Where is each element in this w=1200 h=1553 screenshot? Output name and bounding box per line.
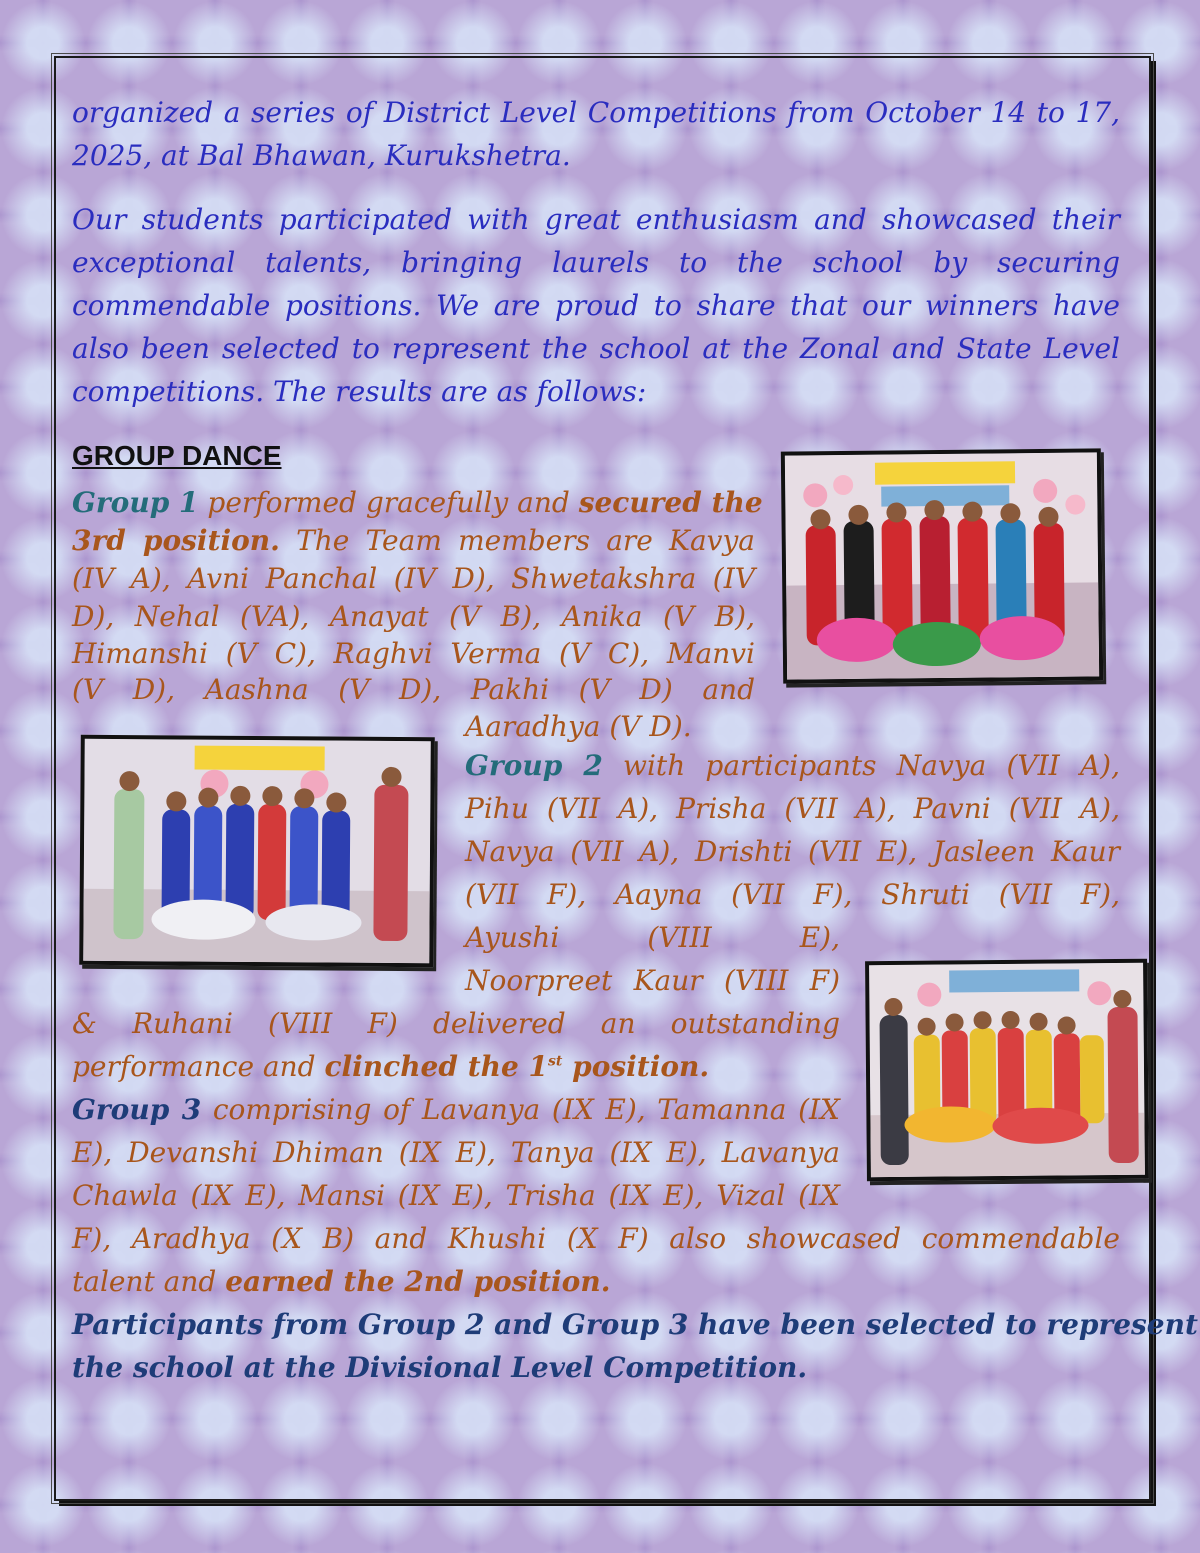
group2-photo xyxy=(79,735,435,967)
group3-text: comprising of Lavanya (IX E), Tamanna (IX xyxy=(201,1093,840,1126)
para2-line-5: competitions. The results are as follows: xyxy=(72,375,647,408)
group2-line-2: Pihu (VII A), Prisha (VII A), Pavni (VII A), xyxy=(465,792,1120,825)
group1-result-a: secured the xyxy=(578,486,763,519)
group3-text: talent and xyxy=(72,1265,226,1298)
group2-line-3: Navya (VII A), Drishti (VII E), Jasleen Kaur xyxy=(465,835,1120,868)
group2-text: performance and xyxy=(72,1050,325,1083)
para2-line-3: commendable positions. We are proud to share that our winners have xyxy=(72,289,1120,322)
para2-line-4: also been selected to represent the school at the Zonal and State Level xyxy=(72,332,1120,365)
group1-line-5: Himanshi (V C), Raghvi Verma (V C), Manvi xyxy=(72,637,755,670)
group2-text: with participants Navya (VII A), xyxy=(602,749,1120,782)
group3-label: Group 3 xyxy=(72,1093,202,1126)
group1-line-7: Aaradhya (V D). xyxy=(465,710,692,743)
group1-photo-image xyxy=(785,452,1099,679)
group1-text: The Team members are Kavya xyxy=(279,524,755,557)
group1-result-b: 3rd position. xyxy=(72,524,280,557)
group1-photo xyxy=(781,448,1103,683)
closing-line-1: Participants from Group 2 and Group 3 have been selected to represent xyxy=(72,1308,1198,1341)
group2-line-6: Noorpreet Kaur (VIII F) xyxy=(465,964,840,997)
group2-line-4: (VII F), Aayna (VII F), Shruti (VII F), xyxy=(465,878,1120,911)
group1-label: Group 1 xyxy=(72,486,199,519)
group3-result: earned the 2nd position. xyxy=(225,1265,611,1298)
intro-line-2: 2025, at Bal Bhawan, Kurukshetra. xyxy=(72,139,571,172)
group2-photo-image xyxy=(83,739,431,963)
intro-line-1: organized a series of District Level Competitions from October 14 to 17, xyxy=(72,96,1120,129)
group1-line-3: (IV A), Avni Panchal (IV D), Shwetakshra (IV xyxy=(72,562,755,595)
group2-line-7: & Ruhani (VIII F) delivered an outstanding xyxy=(72,1007,840,1040)
group3-line-4: F), Aradhya (X B) and Khushi (X F) also showcased commendable xyxy=(72,1222,1120,1255)
group3-photo-image xyxy=(869,963,1145,1177)
group2-result-sup: st xyxy=(548,1053,563,1070)
group1-line-6: (V D), Aashna (V D), Pakhi (V D) and xyxy=(72,673,755,706)
group2-result xyxy=(324,1050,709,1083)
para2-line-1: Our students participated with great enthusiasm and showcased their xyxy=(72,203,1120,236)
group2-result-b: position. xyxy=(562,1050,710,1083)
group2-line-8 xyxy=(72,1050,709,1083)
group1-line-4: D), Nehal (VA), Anayat (V B), Anika (V B), xyxy=(72,600,755,633)
group1-text: performed gracefully and xyxy=(198,486,579,519)
group3-line-3: Chawla (IX E), Mansi (IX E), Trisha (IX E), Vizal (IX xyxy=(72,1179,840,1212)
group3-line-2: E), Devanshi Dhiman (IX E), Tanya (IX E), Lavanya xyxy=(72,1136,840,1169)
group2-result-a: clinched the 1 xyxy=(324,1050,549,1083)
para2-line-2: exceptional talents, bringing laurels to the school by securing xyxy=(72,246,1120,279)
group3-line-5 xyxy=(72,1265,610,1298)
group2-line-5: Ayushi (VIII E), xyxy=(465,921,840,954)
group3-line-1 xyxy=(72,1093,840,1126)
closing-line-2: the school at the Divisional Level Competition. xyxy=(72,1351,808,1384)
group1-line-1 xyxy=(72,486,763,519)
group3-photo xyxy=(865,959,1149,1181)
section-heading: GROUP DANCE xyxy=(72,440,282,471)
group2-label: Group 2 xyxy=(465,749,603,782)
group2-line-1 xyxy=(465,749,1120,782)
group1-line-2 xyxy=(72,524,755,557)
